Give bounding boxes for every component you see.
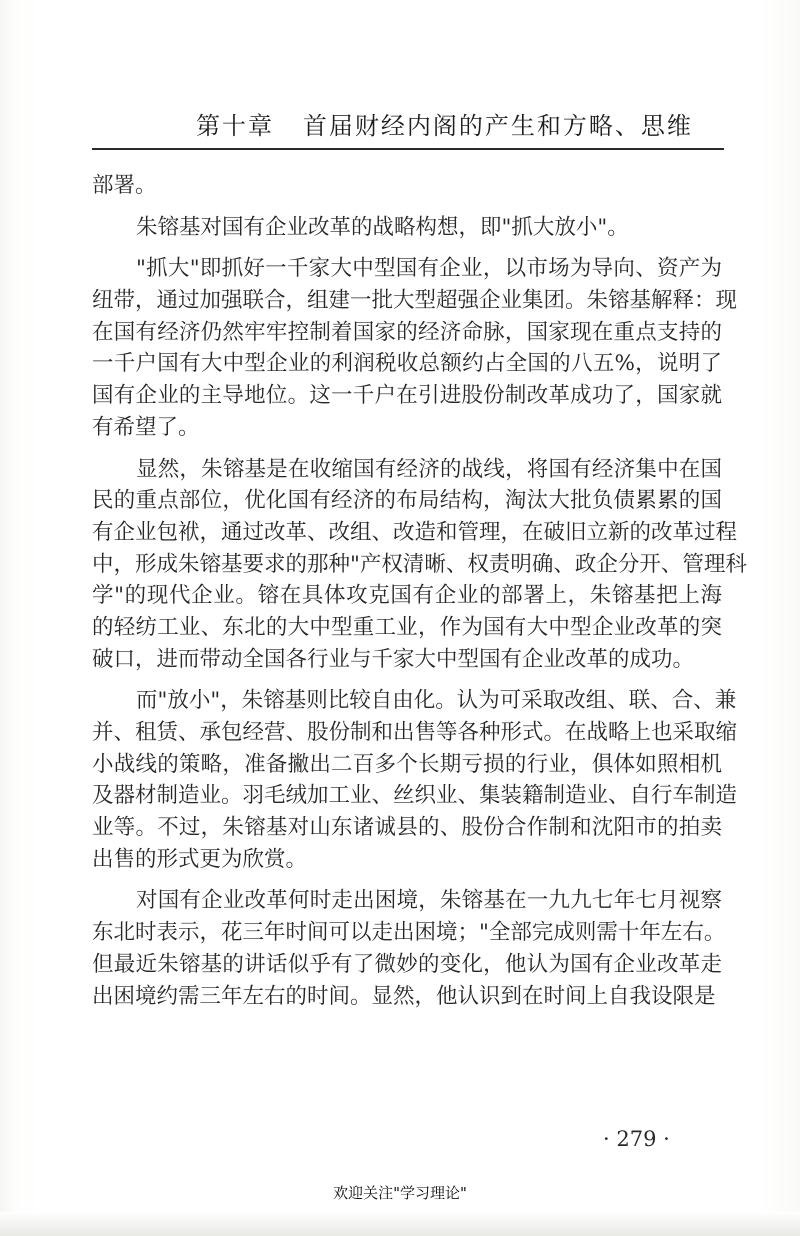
paragraph-4-line-4: 中，形成朱镕基要求的那种"产权清晰、权责明确、政企分开、管理科: [92, 551, 747, 577]
paragraph-3-line-4: 一千户国有大中型企业的利润税收总额约占全国的八五%，说明了: [92, 351, 722, 377]
footer-watermark-note: 欢迎关注"学习理论": [333, 1184, 467, 1202]
page-number: · 279 ·: [603, 1127, 670, 1151]
paragraph-2-line-1: 朱镕基对国有企业改革的战略构想，即"抓大放小"。: [136, 214, 629, 240]
paragraph-3-line-3: 在国有经济仍然牢牢控制着国家的经济命脉，国家现在重点支持的: [92, 319, 722, 345]
paragraph-3-line-1: "抓大"即抓好一千家大中型国有企业，以市场为导向、资产为: [136, 256, 722, 282]
paragraph-4-line-6: 的轻纺工业、东北的大中型重工业，作为国有大中型企业改革的突: [92, 614, 722, 640]
running-head-title: 第十章 首届财经内阁的产生和方略、思维: [196, 112, 693, 140]
paragraph-3-line-2: 纽带，通过加强联合，组建一批大型超强企业集团。朱镕基解释：现: [92, 288, 738, 314]
paragraph-4-line-1: 显然，朱镕基是在收缩国有经济的战线，将国有经济集中在国: [136, 456, 722, 482]
paragraph-5-line-5: 业等。不过，朱镕基对山东诸诚县的、股份合作制和沈阳市的拍卖: [92, 815, 722, 841]
paragraph-3-line-6: 有希望了。: [92, 414, 200, 440]
scan-bottom-edge: [0, 1212, 800, 1236]
paragraph-5-line-1: 而"放小"，朱镕基则比较自由化。认为可采取改组、联、合、兼: [136, 688, 737, 714]
header-rule: [92, 148, 724, 150]
paragraph-1-line-1: 部署。: [92, 173, 157, 198]
paragraph-5-line-2: 并、租赁、承包经营、股份制和出售等各种形式。在战略上也采取缩: [92, 720, 738, 745]
body-text: [92, 170, 747, 1012]
paragraph-5-line-4: 及器材制造业。羽毛绒加工业、丝织业、集装籍制造业、自行车制造: [92, 783, 738, 809]
paragraph-5-line-3: 小战线的策略，准备撇出二百多个长期亏损的行业，俱体如照相机: [92, 751, 722, 777]
paragraph-4-line-3: 有企业包袱，通过改革、改组、改造和管理，在破旧立新的改革过程: [92, 519, 738, 545]
paragraph-6-line-4: 出困境约需三年左右的时间。显然，他认识到在时间上自我设限是: [92, 983, 716, 1009]
paragraph-3-line-5: 国有企业的主导地位。这一千户在引进股份制改革成功了，国家就: [92, 383, 722, 409]
paragraph-6-line-3: 但最近朱镕基的讲话似乎有了微妙的变化，他认为国有企业改革走: [92, 951, 722, 977]
paragraph-6-line-2: 东北时表示，花三年时间可以走出困境；"全部完成则需十年左右。: [92, 920, 726, 946]
paragraph-4-line-5: 学"的现代企业。镕在具体攻克国有企业的部署上，朱镕基把上海: [92, 583, 722, 609]
paragraph-5-line-6: 出售的形式更为欣赏。: [92, 846, 308, 872]
paragraph-6-line-1: 对国有企业改革何时走出困境，朱镕基在一九九七年七月视察: [136, 888, 722, 914]
paragraph-4-line-7: 破口，进而带动全国各行业与千家大中型国有企业改革的成功。: [92, 646, 695, 672]
paragraph-4-line-2: 民的重点部位，优化国有经济的布局结构，淘汰大批负债累累的国: [92, 488, 722, 514]
